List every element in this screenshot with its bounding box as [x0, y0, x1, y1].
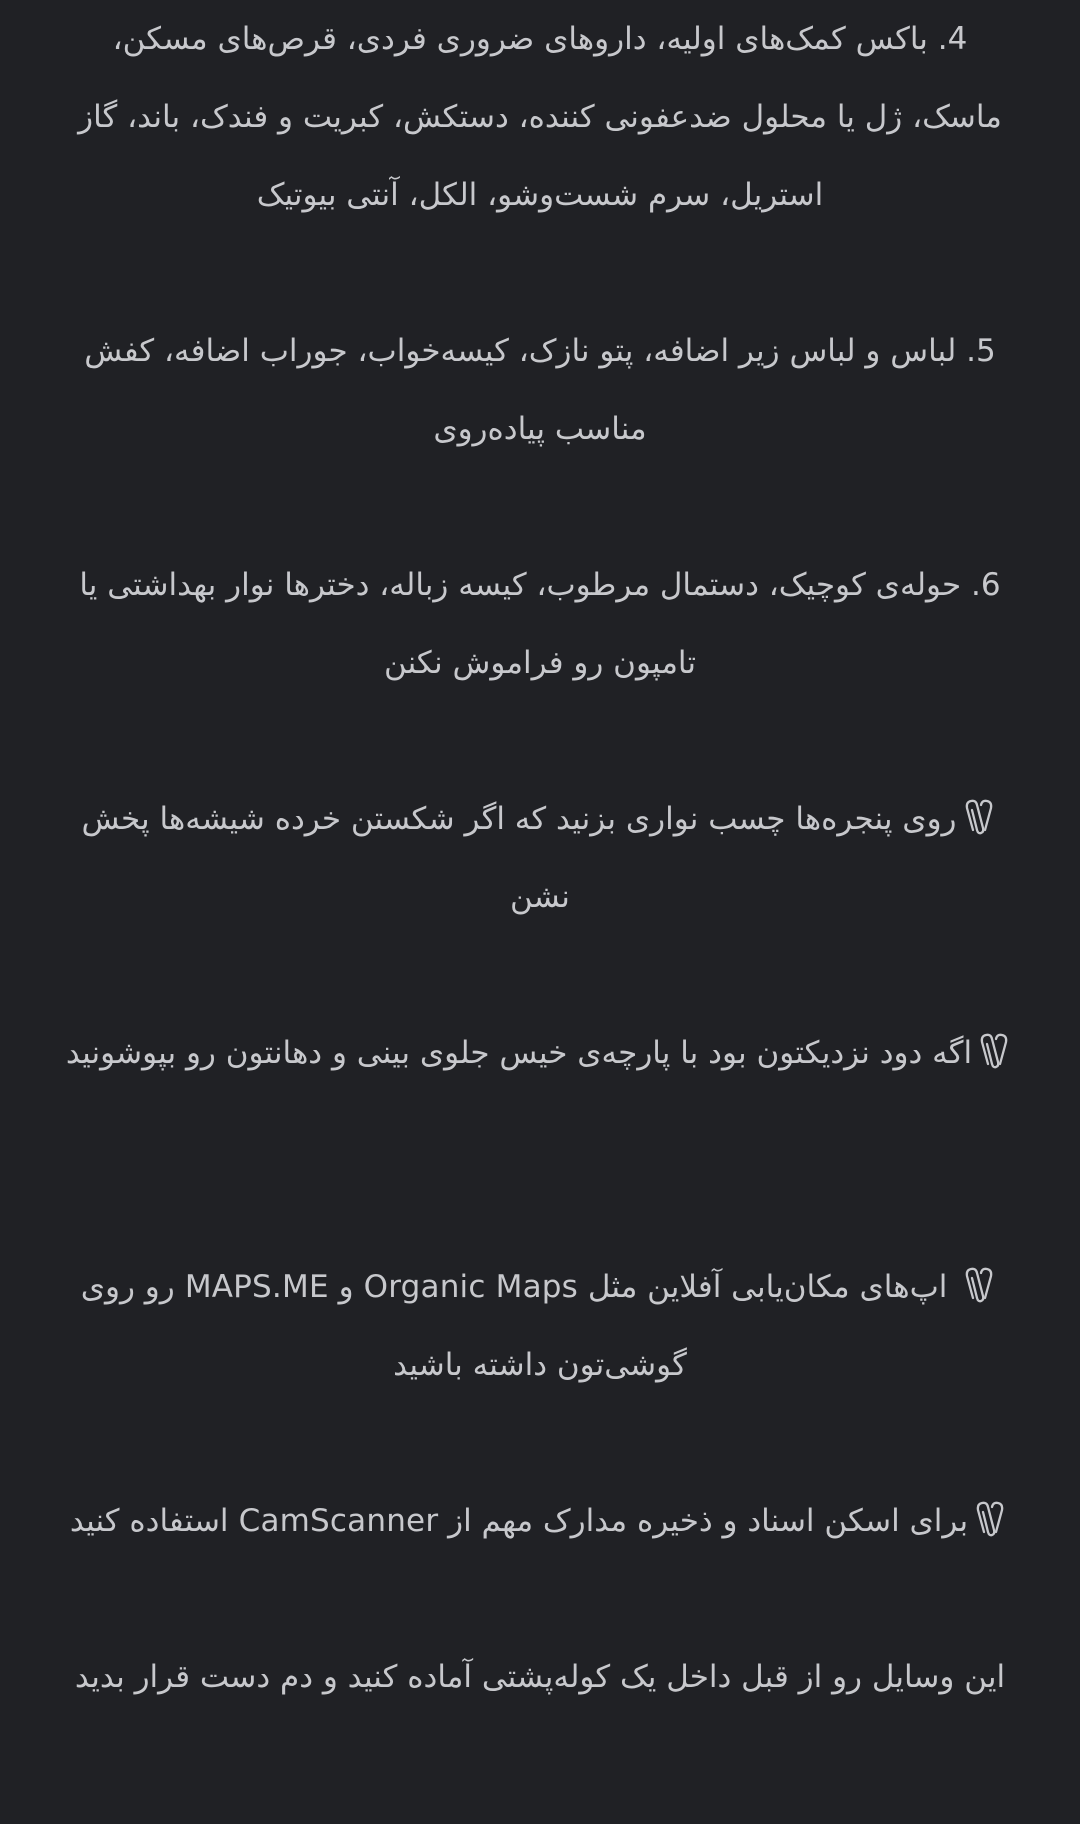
- tip-camscanner: [64, 1482, 1016, 1560]
- tip-text: روی پنجره‌ها چسب نواری بزنید که اگر شکستن خرده شیشه‌ها پخش نشن: [81, 801, 957, 915]
- tip-text: اگه دود نزدیکتون بود با پارچه‌ی خیس جلوی بینی و دهانتون رو بپوشونید: [65, 1035, 973, 1071]
- closing-note: [64, 1638, 1016, 1716]
- list-item-first-aid: [64, 0, 1016, 234]
- paperclip-icon: [959, 797, 999, 837]
- closing-text: این وسایل رو از قبل داخل یک کوله‌پشتی آماده کنید و دم دست قرار بدید: [74, 1659, 1006, 1695]
- paperclip-icon: [970, 1499, 1010, 1539]
- paperclip-icon: [974, 1031, 1014, 1071]
- tip-text: اپ‌های مکان‌یابی آفلاین مثل Organic Maps و MAPS.ME رو روی گوشی‌تون داشته باشید: [80, 1269, 958, 1383]
- list-item-hygiene: [64, 546, 1016, 702]
- item-text: 4. باکس کمک‌های اولیه، داروهای ضروری فردی، قرص‌های مسکن، ماسک، ژل یا محلول ضدعفونی کننده، دستکش، کبریت و فندک، باند، گاز استریل، سرم شست‌وشو، الکل، آنتی بیوتیک: [78, 21, 1002, 213]
- list-item-clothing: [64, 312, 1016, 468]
- tip-offline-maps: [64, 1248, 1016, 1404]
- item-text: 5. لباس و لباس زیر اضافه، پتو نازک، کیسه‌خواب، جوراب اضافه، کفش مناسب پیاده‌روی: [84, 333, 996, 447]
- tip-smoke: [64, 1014, 1016, 1092]
- item-text: 6. حوله‌ی کوچیک، دستمال مرطوب، کیسه زباله، دخترها نوار بهداشتی یا تامپون رو فراموش نکنن: [79, 567, 1001, 681]
- tip-window-tape: [64, 780, 1016, 936]
- paperclip-icon: [959, 1265, 999, 1305]
- tip-text: برای اسکن اسناد و ذخیره مدارک مهم از CamScanner استفاده کنید: [69, 1503, 969, 1539]
